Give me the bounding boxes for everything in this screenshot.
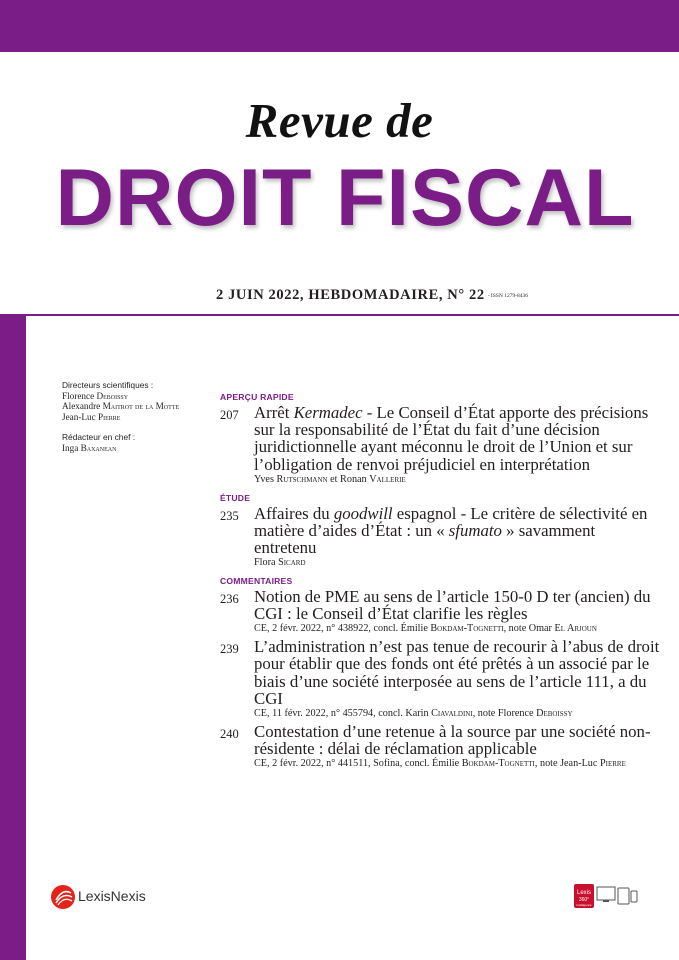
article-title-part: L’administration n’est pas tenue de recourir à l’abus de droit pour établir que des fonds ont été prêtés à un associé par le biais d’une société interposée au sens de l’article 111, a du CGI	[254, 637, 660, 708]
section-heading: APERÇU RAPIDE	[220, 392, 294, 402]
badge-line3: Intelligence	[576, 903, 592, 907]
directors-label: Directeurs scientifiques :	[62, 380, 154, 390]
author-prefix: , note Jean-Luc	[534, 758, 600, 770]
author-surname: Rutschmann	[276, 473, 328, 485]
article-title	[254, 638, 660, 707]
article-number: 236	[220, 592, 239, 607]
author-prefix: , note Omar	[503, 623, 555, 635]
article-title	[254, 404, 660, 473]
section-heading: COMMENTAIRES	[220, 576, 293, 587]
article-authors	[254, 474, 660, 486]
article-title-part: Affaires du	[254, 503, 334, 523]
author-surname: El Arjoun	[554, 623, 597, 635]
author-prefix: Yves	[254, 473, 277, 485]
table-of-contents	[220, 392, 660, 777]
author-prefix: et Ronan	[327, 473, 370, 485]
issue-date: 2 JUIN 2022, HEBDOMADAIRE, N° 22	[216, 287, 485, 303]
issue-line	[216, 287, 528, 304]
publisher-name: LexisNexis	[78, 888, 146, 904]
article-title-part: Kermadec	[293, 403, 363, 422]
article-authors	[254, 557, 660, 569]
article-entry[interactable]	[220, 505, 660, 569]
director-name: Jean-Luc Pierre	[62, 411, 121, 422]
director-name: Florence Deboissy	[62, 390, 129, 401]
article-authors	[254, 623, 660, 635]
author-surname: Bokdam-Tognetti	[461, 758, 535, 770]
article-authors	[254, 708, 660, 720]
lexisnexis-logo-icon	[50, 884, 76, 910]
article-title-part: » savamment entretenu	[254, 520, 596, 558]
author-prefix: CE, 2 févr. 2022, n° 441511, Sofina, concl. Émilie	[254, 758, 462, 770]
author-prefix: CE, 2 févr. 2022, n° 438922, concl. Émilie	[254, 623, 431, 635]
author-surname: Pierre	[599, 758, 626, 770]
article-title-part: Contestation d’une retenue à la source par une société non-résidente : délai de réclamation applicable	[254, 721, 651, 759]
author-surname: Vallerie	[369, 473, 406, 485]
lexis360-icon	[574, 884, 638, 910]
article-number: 240	[220, 726, 239, 741]
article-authors	[254, 758, 660, 770]
author-surname: Ciavaldini	[431, 708, 473, 720]
publisher-logo	[50, 884, 180, 910]
article-entry[interactable]	[220, 723, 660, 770]
issn: - ISSN 1279-8436	[487, 292, 529, 299]
top-color-band	[0, 0, 679, 52]
article-title-part: - Le Conseil d’État apporte des précisions sur la responsabilité de l’État du fait d’une décision juridictionnelle ayant méconnu le droit de l’Union et sur l’obligation de renvoi préjudiciel en interprétation	[254, 403, 649, 474]
badge-line2: 360°	[578, 897, 590, 903]
author-prefix: , note Florence	[472, 708, 537, 720]
article-title-part: espagnol - Le critère de sélectivité en matière d’aides d’État : un «	[254, 503, 648, 540]
left-color-band	[0, 316, 26, 960]
badge-line1: Lexis	[576, 890, 592, 896]
lexis360-badge	[574, 884, 638, 910]
article-title-part: Arrêt	[254, 403, 294, 422]
journal-title: DROIT FISCAL	[55, 153, 635, 243]
author-prefix: Flora	[254, 557, 279, 569]
article-number: 235	[220, 508, 239, 523]
article-entry[interactable]	[220, 638, 660, 720]
author-surname: Deboissy	[536, 708, 573, 720]
editor-label: Rédacteur en chef :	[62, 432, 136, 443]
directors-list	[62, 391, 212, 423]
director-name: Alexandre Maitrot de la Motte	[62, 401, 180, 412]
editorial-board	[62, 380, 212, 454]
article-number: 207	[220, 408, 239, 422]
journal-title-prefix: Revue de	[245, 93, 434, 148]
article-entry[interactable]	[220, 404, 660, 486]
article-title	[254, 505, 660, 557]
section-heading: ÉTUDE	[220, 492, 251, 503]
article-title-part: goodwill	[333, 503, 393, 523]
article-entry[interactable]	[220, 588, 660, 635]
article-title-part: Notion de PME au sens de l’article 150-0 D ter (ancien) du CGI : le Conseil d’État clarifie les règles	[254, 587, 651, 624]
editor-name: Inga Baxanean	[62, 442, 117, 453]
article-number: 239	[220, 642, 239, 657]
author-prefix: CE, 11 févr. 2022, n° 455794, concl. Karin	[254, 708, 432, 720]
article-title	[254, 723, 660, 757]
author-surname: Bokdam-Tognetti	[430, 623, 504, 635]
header-rule	[0, 314, 679, 316]
article-title	[254, 588, 660, 622]
article-title-part: sfumato	[448, 520, 502, 540]
author-surname: Sicard	[278, 557, 306, 569]
